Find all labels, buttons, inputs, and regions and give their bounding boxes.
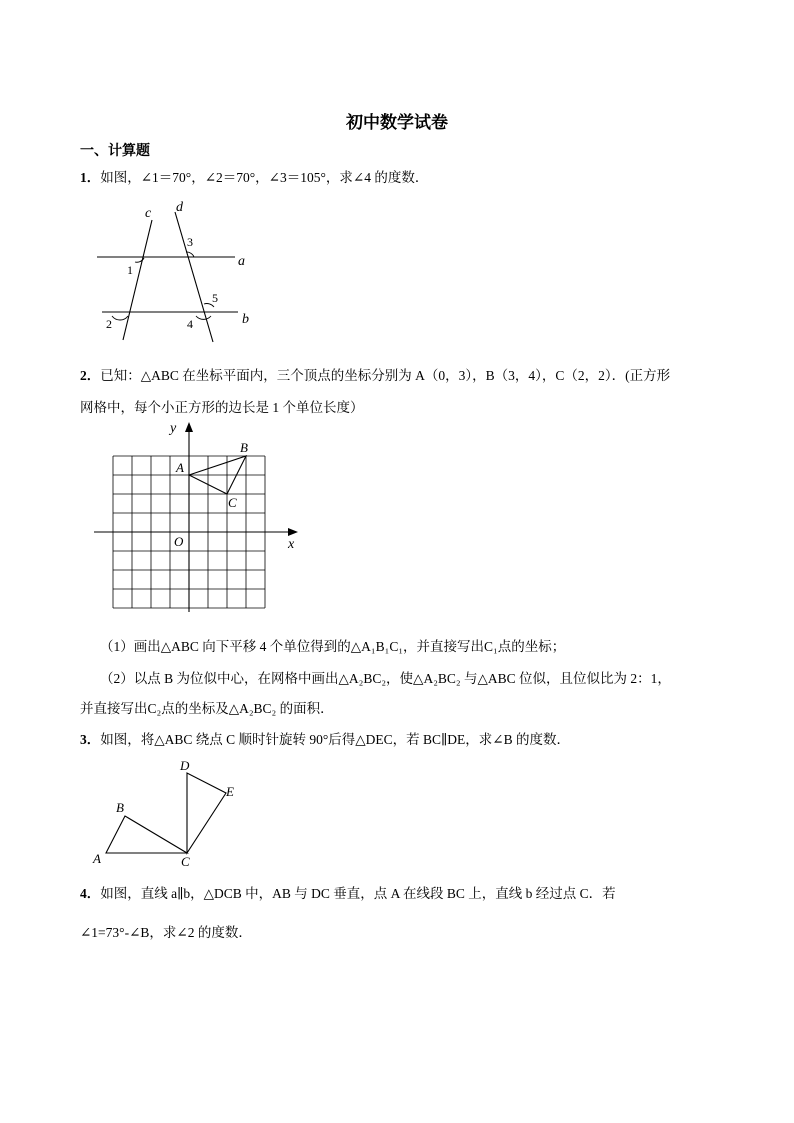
question-text: 如图，将△ABC 绕点 C 顺时针旋转 90°后得△DEC，若 BC∥DE，求∠B 的度数．	[100, 732, 570, 747]
question-2-sub-2: （2）以点 B 为位似中心，在网格中画出△A₂BC₂，使△A₂BC₂ 与△ABC 位似，且位似比为 2：1，	[100, 671, 671, 686]
label-point-a: A	[176, 460, 184, 475]
label-point-c: C	[228, 495, 237, 510]
label-line-c: c	[145, 206, 152, 221]
label-point-c: C	[181, 854, 190, 869]
label-x-axis: x	[288, 537, 295, 552]
page-title: 初中数学试卷	[346, 113, 448, 133]
question-number: 1．	[80, 170, 101, 185]
question-number: 4．	[80, 886, 101, 901]
label-line-b: b	[242, 312, 249, 327]
label-point-e: E	[226, 784, 234, 799]
question-4-line-1	[80, 882, 616, 902]
question-2-sub-3: 并直接写出C₂点的坐标及△A₂BC₂ 的面积．	[80, 701, 334, 716]
label-angle-3: 3	[187, 235, 193, 249]
label-angle-4: 4	[187, 317, 193, 331]
label-line-a: a	[238, 254, 245, 269]
label-y-axis: y	[170, 421, 177, 436]
question-2-line-2: 网格中，每个小正方形的边长是 1 个单位长度）	[80, 400, 364, 415]
question-text: 已知：△ABC 在坐标平面内，三个顶点的坐标分别为 A（0，3），B（3，4），C（2，2）．(正方形	[100, 368, 671, 383]
triangle-dec	[187, 773, 226, 853]
label-origin: O	[174, 534, 184, 549]
label-point-a: A	[93, 851, 101, 866]
label-angle-1: 1	[127, 263, 133, 277]
question-number: 2．	[80, 368, 101, 383]
label-point-b: B	[116, 800, 124, 815]
label-line-d: d	[176, 200, 183, 215]
label-angle-5: 5	[212, 291, 218, 305]
question-text: 如图，∠1＝70°，∠2＝70°，∠3＝105°，求∠4 的度数．	[100, 170, 429, 185]
label-point-d: D	[180, 758, 190, 773]
question-text: 如图，直线 a∥b，△DCB 中，AB 与 DC 垂直，点 A 在线段 BC 上，直线 b 经过点 C．若	[100, 886, 616, 901]
question-4-line-2: ∠1=73°-∠B，求∠2 的度数．	[80, 925, 252, 940]
question-2-sub-1: （1）画出△ABC 向下平移 4 个单位得到的△A₁B₁C₁，并直接写出C₁点的坐标；	[100, 639, 566, 654]
label-point-b: B	[240, 440, 248, 455]
label-angle-2: 2	[106, 317, 112, 331]
question-number: 3．	[80, 732, 101, 747]
triangle-abc	[106, 816, 187, 853]
section-heading: 一、计算题	[80, 143, 150, 159]
